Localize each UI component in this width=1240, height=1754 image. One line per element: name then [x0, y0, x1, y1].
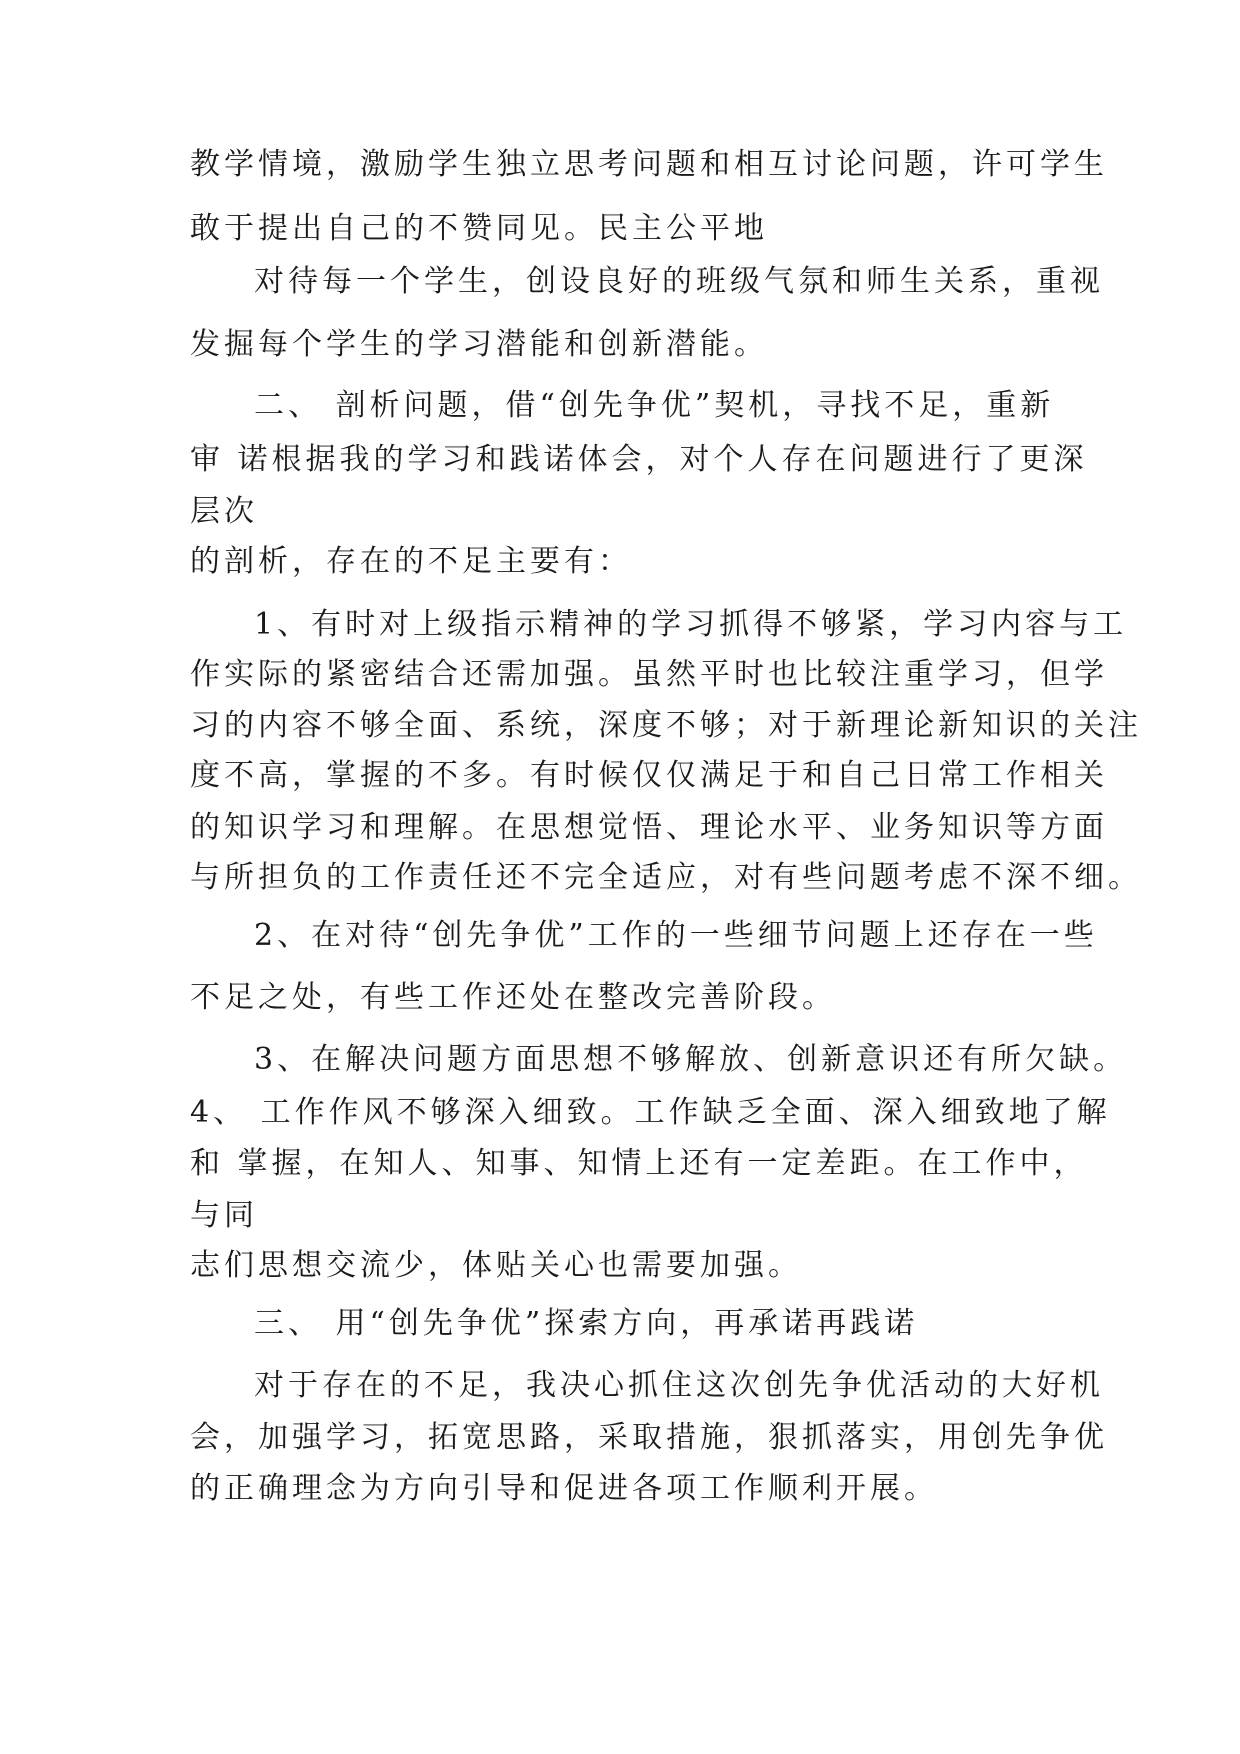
text-line: 敢于提出自己的不赞同见。民主公平地	[190, 211, 768, 246]
text-line: 和 掌握，在知人、知事、知情上还有一定差距。在工作中，	[190, 1146, 1088, 1181]
section-heading: 三、 用“创先争优”探索方向，再承诺再践诺	[254, 1306, 919, 1341]
text-line: 与所担负的工作责任还不完全适应，对有些问题考虑不深不细。	[190, 860, 1142, 895]
text-line: 作实际的紧密结合还需加强。虽然平时也比较注重学习，但学	[190, 657, 1108, 692]
text-line: 发掘每个学生的学习潜能和创新潜能。	[190, 327, 768, 362]
text-line: 度不高，掌握的不多。有时候仅仅满足于和自己日常工作相关	[190, 758, 1108, 793]
text-line: 对于存在的不足，我决心抓住这次创先争优活动的大好机	[254, 1368, 1104, 1403]
list-item: 4、 工作作风不够深入细致。工作缺乏全面、深入细致地了解	[190, 1095, 1111, 1130]
list-item: 1、有时对上级指示精神的学习抓得不够紧，学习内容与工	[254, 607, 1128, 642]
section-heading: 二、 剖析问题，借“创先争优”契机，寻找不足，重新	[254, 388, 1055, 423]
text-line: 志们思想交流少，体贴关心也需要加强。	[190, 1248, 802, 1283]
text-line: 教学情境，激励学生独立思考问题和相互讨论问题，许可学生	[190, 147, 1108, 182]
text-line: 的剖析，存在的不足主要有：	[190, 544, 632, 579]
text-line: 习的内容不够全面、系统，深度不够；对于新理论新知识的关注	[190, 708, 1142, 743]
text-line: 与同	[190, 1198, 258, 1233]
text-line: 层次	[190, 494, 258, 529]
list-item: 3、在解决问题方面思想不够解放、创新意识还有所欠缺。	[254, 1042, 1128, 1077]
text-line: 的知识学习和理解。在思想觉悟、理论水平、业务知识等方面	[190, 810, 1108, 845]
list-item: 2、在对待“创先争优”工作的一些细节问题上还存在一些	[254, 918, 1098, 953]
text-line: 会，加强学习，拓宽思路，采取措施，狠抓落实，用创先争优	[190, 1420, 1108, 1455]
text-line: 对待每一个学生，创设良好的班级气氛和师生关系，重视	[254, 264, 1104, 299]
text-line: 不足之处，有些工作还处在整改完善阶段。	[190, 980, 836, 1015]
text-line: 的正确理念为方向引导和促进各项工作顺利开展。	[190, 1471, 938, 1506]
text-line: 审 诺根据我的学习和践诺体会，对个人存在问题进行了更深	[190, 442, 1088, 477]
